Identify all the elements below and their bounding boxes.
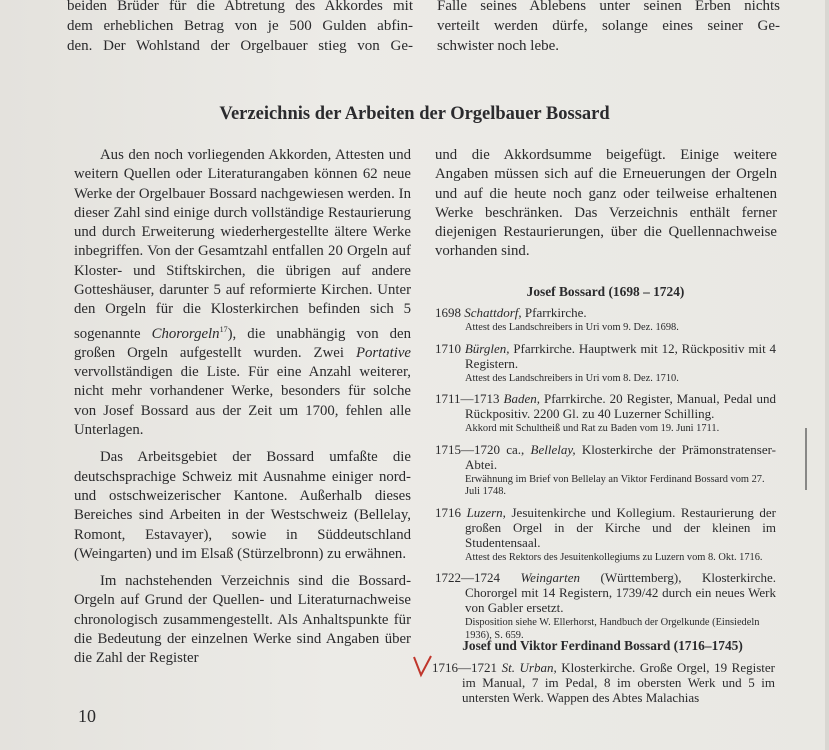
text-line: Falle seines Ablebens unter seinen Erben nichts xyxy=(437,0,780,14)
margin-line-icon xyxy=(804,428,808,490)
citation: Attest des Landschreibers in Uri vom 8. Dez. 1710. xyxy=(465,372,679,384)
italic-term: Chororgeln xyxy=(151,325,220,342)
paragraph-1: Aus den noch vorliegenden Akkorden, Attesten und weitern Quellen oder Literaturangaben können 62 neue Werke der Orgelbauer Bossard nachgewiesen werden. In dieser Zahl sind einige durch vollständige Restaurierung und durch Erweiterung wiederhergestellte ältere Werke inbegriffen. Von der Gesamtzahl entfallen 20 Orgeln auf Kloster- und Stiftskirchen, die übrigen auf andere Gotteshäuser, darunter 5 auf reformierte Kirchen. Unter den Orgeln für die Klosterkirchen befinden sich 5 sogenannte Chororgeln$^{17}$), die unabhängig von den großen Orgeln aufgestellt wurden. Zwei Portative vervollständigen die Liste. Für eine Anzahl weiterer, nicht mehr vorhandener Werke, besonders für solche von Josef Bossard aus der Zeit um 1700, fehlen alle Unterlagen. xyxy=(74,147,411,439)
footnote-ref: 17 xyxy=(219,324,228,334)
page-number: 10 xyxy=(78,706,96,726)
italic-term: Portative xyxy=(355,344,411,361)
paragraph-4: und die Akkordsumme beigefügt. Einige weitere Angaben müssen sich auf die Erneuerungen der Orgeln und auf die heute noch ganz oder teilweise erhaltenen Werke beschränken. Das Verzeichnis enthält ferner diejenigen Restaurierungen, über die Quellennachweise vorhanden sind. xyxy=(435,147,777,260)
list-item: 1710 Bürglen, Pfarrkirche. Hauptwerk mit 12, Rückpositiv mit 4 Registern. Attest des Landschreibers in Uri vom 8. Dez. 1710. xyxy=(435,340,777,384)
list-item: 1722—1724 Weingarten (Württemberg), Klosterkirche. Chororgel mit 14 Registern, 1739/42 durch ein neues Werk von Gabler ersetzt. Disposition siehe W. Ellerhorst, Handbuch der Orgelkunde (Einsiedeln 1936), S. 659. xyxy=(435,570,776,641)
citation: Attest des Rektors des Jesuitenkollegiums zu Luzern vom 8. Okt. 1716. xyxy=(465,551,763,563)
list-item: 1716 Luzern, Jesuitenkirche und Kollegium. Restaurierung der großen Orgel in der Kirche und der kleinen im Studentensaal. Attest des Rektors des Jesuitenkollegiums zu Luzern vom 8. Okt. 1716. xyxy=(435,504,776,563)
top-right-fragment xyxy=(437,0,780,56)
text-line: den. Der Wohlstand der Orgelbauer stieg von Ge- xyxy=(67,38,413,54)
citation: Erwähnung im Brief von Bellelay an Viktor Ferdinand Bossard vom 27. Juli 1748. xyxy=(465,473,765,497)
section-heading-josef: Josef Bossard (1698 – 1724) xyxy=(526,284,685,299)
pencil-check-mark-icon xyxy=(412,654,434,678)
top-left-fragment xyxy=(67,0,413,56)
paragraph-2: Das Arbeitsgebiet der Bossard umfaßte die deutschsprachige Schweiz mit Ausnahme einiger nord- und ostschweizerischer Kantone. Außerhalb dieses Bereiches sind Arbeiten in der Westschweiz (Bellelay, Romont, Estavayer), sowie in Süddeutschland (Weingarten) und im Elsaß (Stürzelbronn) zu erwähnen. xyxy=(74,449,411,562)
left-column xyxy=(74,146,411,669)
text-line: beiden Brüder für die Abtretung des Akkordes mit xyxy=(67,0,413,14)
entry-list-2 xyxy=(432,660,775,705)
section-title: Verzeichnis der Arbeiten der Orgelbauer Bossard xyxy=(219,104,610,124)
list-item: 1698 Schattdorf, Pfarrkirche. Attest des Landschreibers in Uri vom 9. Dez. 1698. xyxy=(435,305,776,335)
page-edge xyxy=(825,0,829,750)
section-heading-josef-viktor: Josef und Viktor Ferdinand Bossard (1716–1745) xyxy=(462,638,743,653)
text-line: schwister noch lebe. xyxy=(437,38,560,54)
citation: Attest des Landschreibers in Uri vom 9. Dez. 1698. xyxy=(465,322,679,333)
paragraph-3: Im nachstehenden Verzeichnis sind die Bossard-Orgeln auf Grund der Quellen- und Literaturnachweise chronologisch zusammengestellt. Als Anhaltspunkte für die Bedeutung der einzelnen Werke sind Angaben über die Zahl der Register xyxy=(74,573,411,667)
list-item: 1711—1713 Baden, Pfarrkirche. 20 Register, Manual, Pedal und Rückpositiv. 2200 Gl. zu 40 Luzerner Schilling. Akkord mit Schultheiß und Rat zu Baden vom 19. Juni 1711. xyxy=(435,391,776,434)
text-line: dem erheblichen Betrag von je 500 Gulden abfin- xyxy=(67,18,413,34)
citation: Disposition siehe W. Ellerhorst, Handbuch der Orgelkunde (Einsiedeln 1936), S. 659. xyxy=(465,617,760,641)
citation: Akkord mit Schultheiß und Rat zu Baden vom 19. Juni 1711. xyxy=(465,423,720,434)
text-line: verteilt werden dürfe, solange eines seiner Ge- xyxy=(437,18,780,34)
entry-list xyxy=(435,305,776,648)
list-item: 1716—1721 St. Urban, Klosterkirche. Große Orgel, 19 Register im Manual, 7 im Pedal, 8 im obersten Werk und 5 im untersten Werk. Wappen des Abtes Malachias xyxy=(432,660,776,705)
right-column-intro xyxy=(435,146,777,262)
list-item: 1715—1720 ca., Bellelay, Klosterkirche der Prämonstratenser-Abtei. Erwähnung im Brief von Bellelay an Viktor Ferdinand Bossard vom 27. Juli 1748. xyxy=(435,441,777,497)
